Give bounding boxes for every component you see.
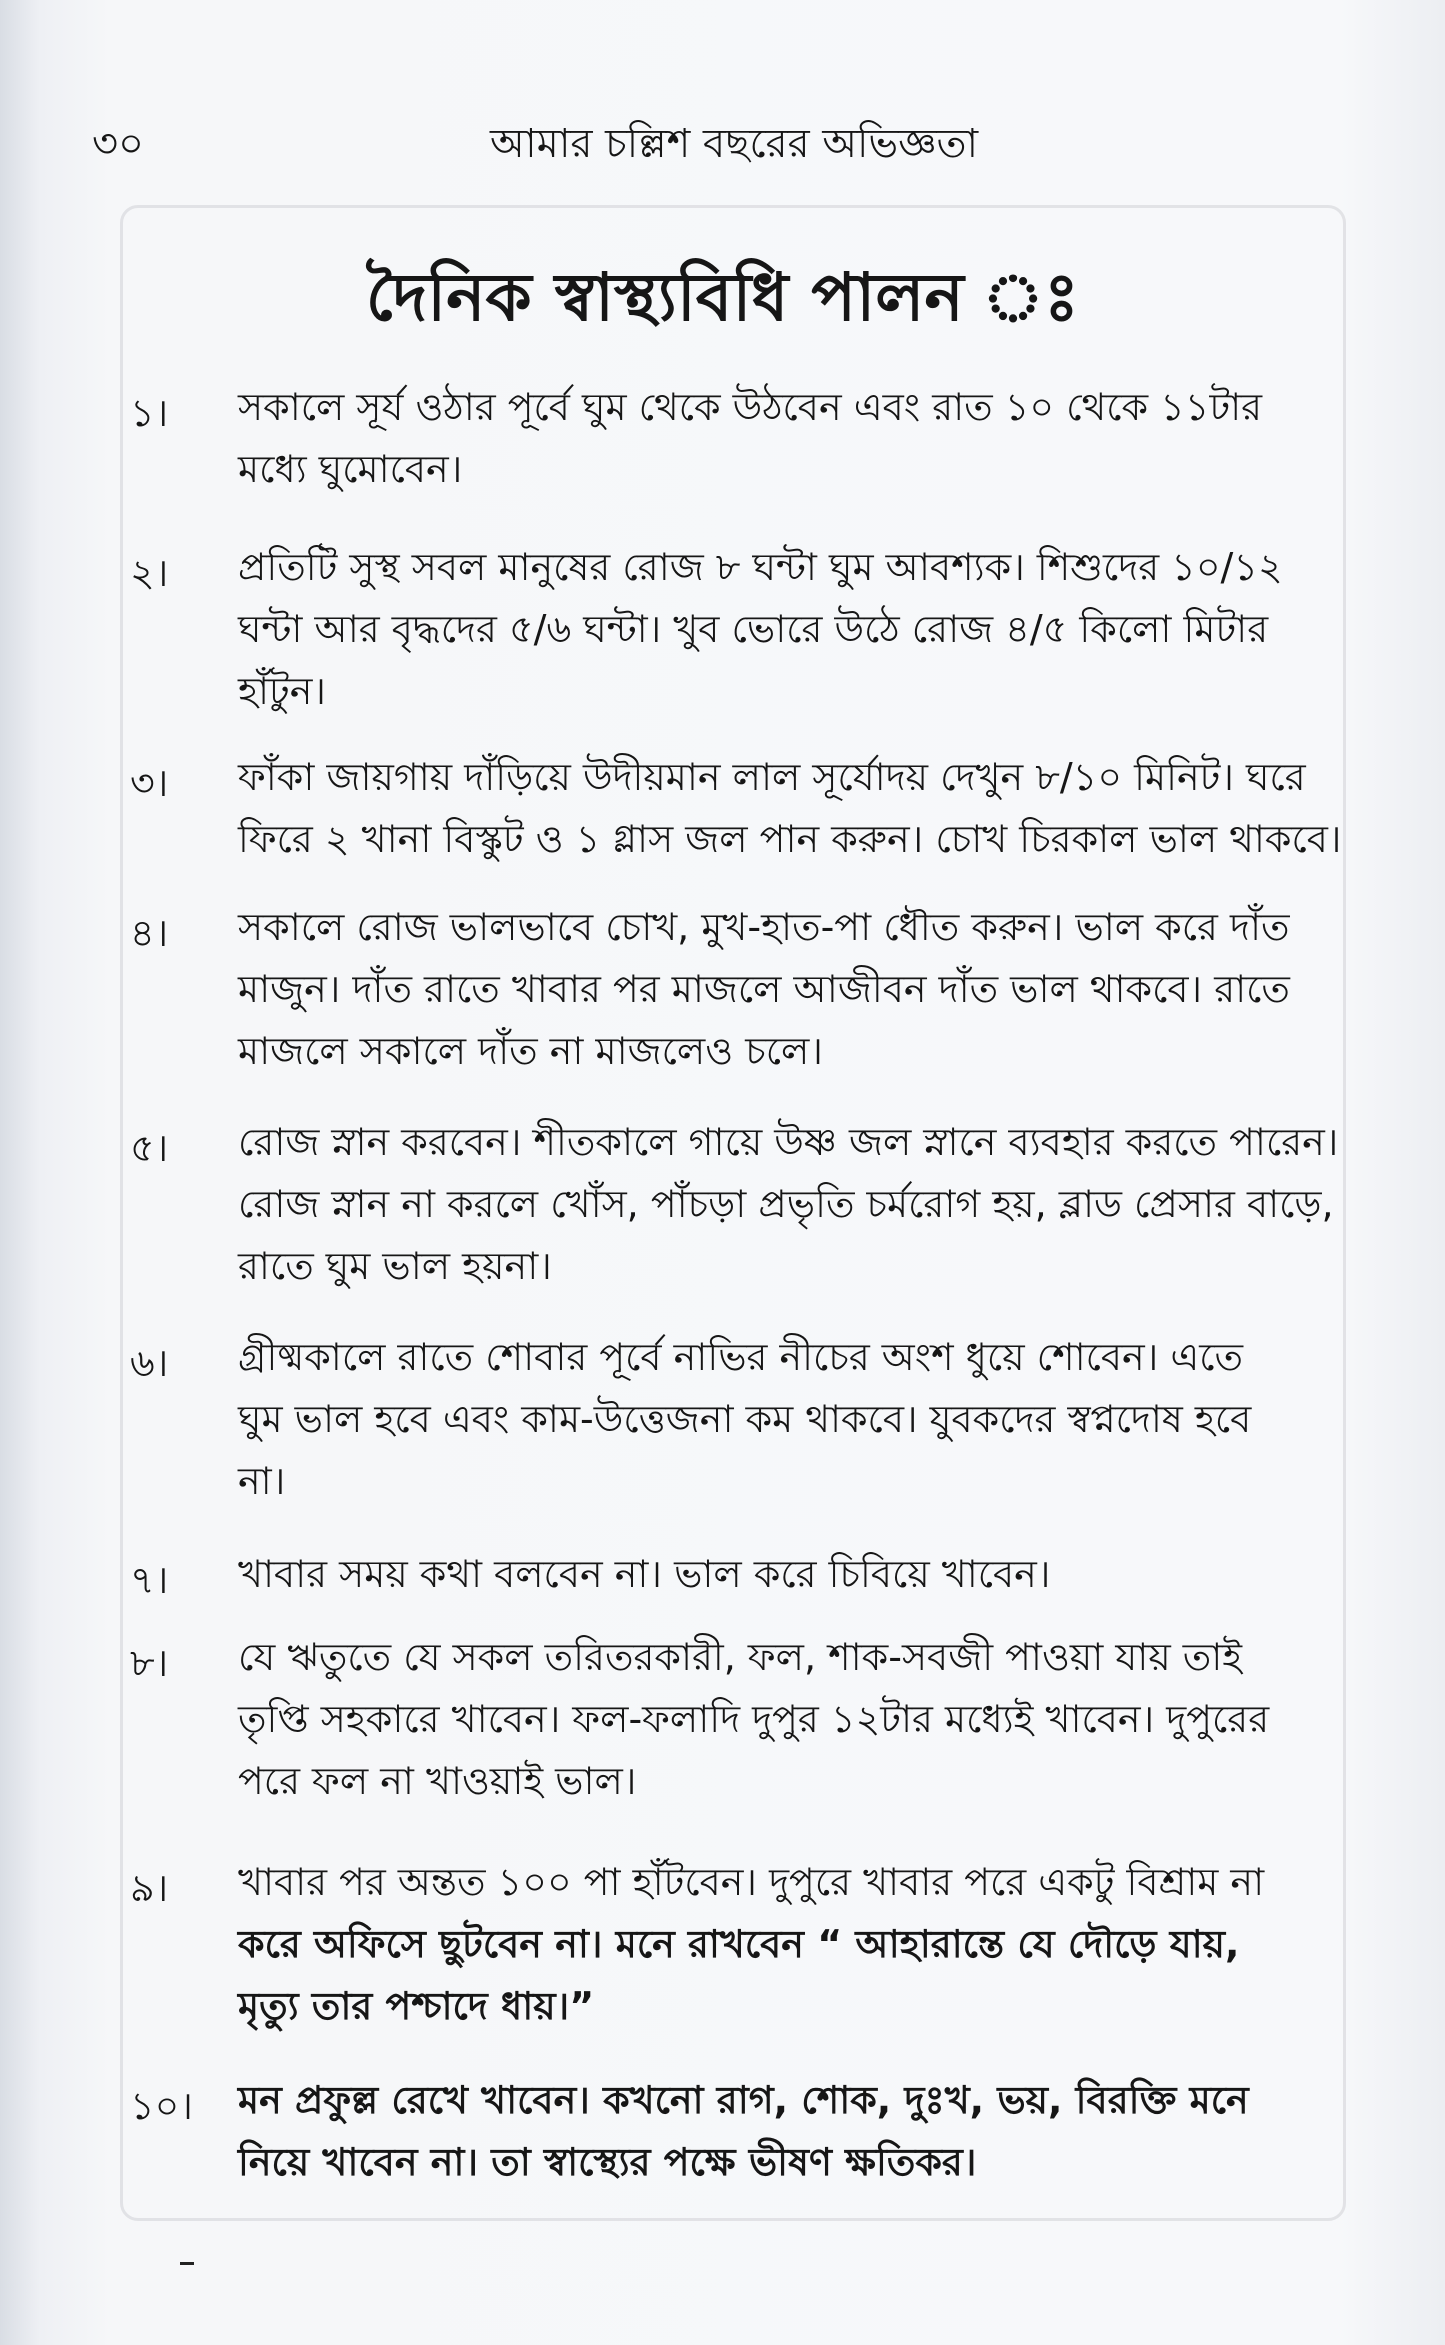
- item-text-line: সকালে সূর্য ওঠার পূর্বে ঘুম থেকে উঠবেন এবং রাত ১০ থেকে ১১টার: [238, 385, 1263, 429]
- item-text-line: মৃত্যু তার পশ্চাদে ধায়।”: [238, 1984, 595, 2028]
- footer-dash-mark: [180, 2262, 194, 2265]
- item-text-line: ফাঁকা জায়গায় দাঁড়িয়ে উদীয়মান লাল সূর্যোদয় দেখুন ৮/১০ মিনিট। ঘরে: [238, 755, 1306, 799]
- item-text-line: ঘন্টা আর বৃদ্ধদের ৫/৬ ঘন্টা। খুব ভোরে উঠে রোজ ৪/৫ কিলো মিটার: [238, 607, 1269, 651]
- item-text-line: মধ্যে ঘুমোবেন।: [238, 447, 463, 491]
- item-number: ৮।: [130, 1641, 169, 1685]
- item-text-line: ঘুম ভাল হবে এবং কাম-উত্তেজনা কম থাকবে। যুবকদের স্বপ্নদোষ হবে: [238, 1397, 1252, 1441]
- item-number: ১০।: [130, 2084, 193, 2128]
- item-number: ৭।: [130, 1558, 169, 1602]
- item-text-line: নিয়ে খাবেন না। তা স্বাস্থ্যের পক্ষে ভীষণ ক্ষতিকর।: [238, 2140, 977, 2184]
- item-number: ১।: [130, 391, 169, 435]
- item-number: ৪।: [130, 911, 169, 955]
- item-text-line: মাজুন। দাঁত রাতে খাবার পর মাজলে আজীবন দাঁত ভাল থাকবে। রাতে: [238, 967, 1290, 1011]
- item-number: ৬।: [130, 1341, 169, 1385]
- item-text-line: তৃপ্তি সহকারে খাবেন। ফল-ফলাদি দুপুর ১২টার মধ্যেই খাবেন। দুপুরের: [238, 1697, 1270, 1741]
- item-text-line: পরে ফল না খাওয়াই ভাল।: [238, 1759, 637, 1803]
- section-title: দৈনিক স্বাস্থ্যবিধি পালন ঃ: [365, 259, 1080, 336]
- item-number: ৩।: [130, 761, 169, 805]
- item-text-line: রোজ স্নান করবেন। শীতকালে গায়ে উষ্ণ জল স্নানে ব্যবহার করতে পারেন।: [238, 1120, 1339, 1164]
- item-number: ৫।: [130, 1126, 169, 1170]
- item-text-line: ফিরে ২ খানা বিস্কুট ও ১ গ্লাস জল পান করুন। চোখ চিরকাল ভাল থাকবে।: [238, 817, 1342, 861]
- item-text-line: না।: [238, 1459, 286, 1503]
- item-text-line: প্রতিটি সুস্থ সবল মানুষের রোজ ৮ ঘন্টা ঘুম আবশ্যক। শিশুদের ১০/১২: [238, 545, 1283, 589]
- item-number: ২।: [130, 551, 169, 595]
- item-text-line: মন প্রফুল্ল রেখে খাবেন। কখনো রাগ, শোক, দুঃখ, ভয়, বিরক্তি মনে: [238, 2078, 1249, 2122]
- item-text-line: খাবার পর অন্তত ১০০ পা হাঁটবেন। দুপুরে খাবার পরে একটু বিশ্রাম না: [238, 1860, 1265, 1904]
- item-text-line: খাবার সময় কথা বলবেন না। ভাল করে চিবিয়ে খাবেন।: [238, 1552, 1051, 1596]
- item-text-line: রোজ স্নান না করলে খোঁস, পাঁচড়া প্রভৃতি চর্মরোগ হয়, ব্লাড প্রেসার বাড়ে,: [238, 1182, 1334, 1226]
- item-text-line: সকালে রোজ ভালভাবে চোখ, মুখ-হাত-পা ধৌত করুন। ভাল করে দাঁত: [238, 905, 1290, 949]
- item-text-line: গ্রীষ্মকালে রাতে শোবার পূর্বে নাভির নীচের অংশ ধুয়ে শোবেন। এতে: [238, 1335, 1244, 1379]
- item-text-line: যে ঋতুতে যে সকল তরিতরকারী, ফল, শাক-সবজী পাওয়া যায় তাই: [238, 1635, 1243, 1679]
- item-number: ৯।: [130, 1866, 169, 1910]
- item-text-line: হাঁটুন।: [238, 669, 326, 713]
- item-text-line: মাজলে সকালে দাঁত না মাজলেও চলে।: [238, 1029, 823, 1073]
- item-text-line: করে অফিসে ছুটবেন না। মনে রাখবেন “ আহারান্তে যে দৌড়ে যায়,: [238, 1922, 1240, 1966]
- item-text-line: রাতে ঘুম ভাল হয়না।: [238, 1244, 552, 1288]
- page-number: ৩০: [92, 121, 145, 167]
- running-title: আমার চল্লিশ বছরের অভিজ্ঞতা: [490, 121, 979, 167]
